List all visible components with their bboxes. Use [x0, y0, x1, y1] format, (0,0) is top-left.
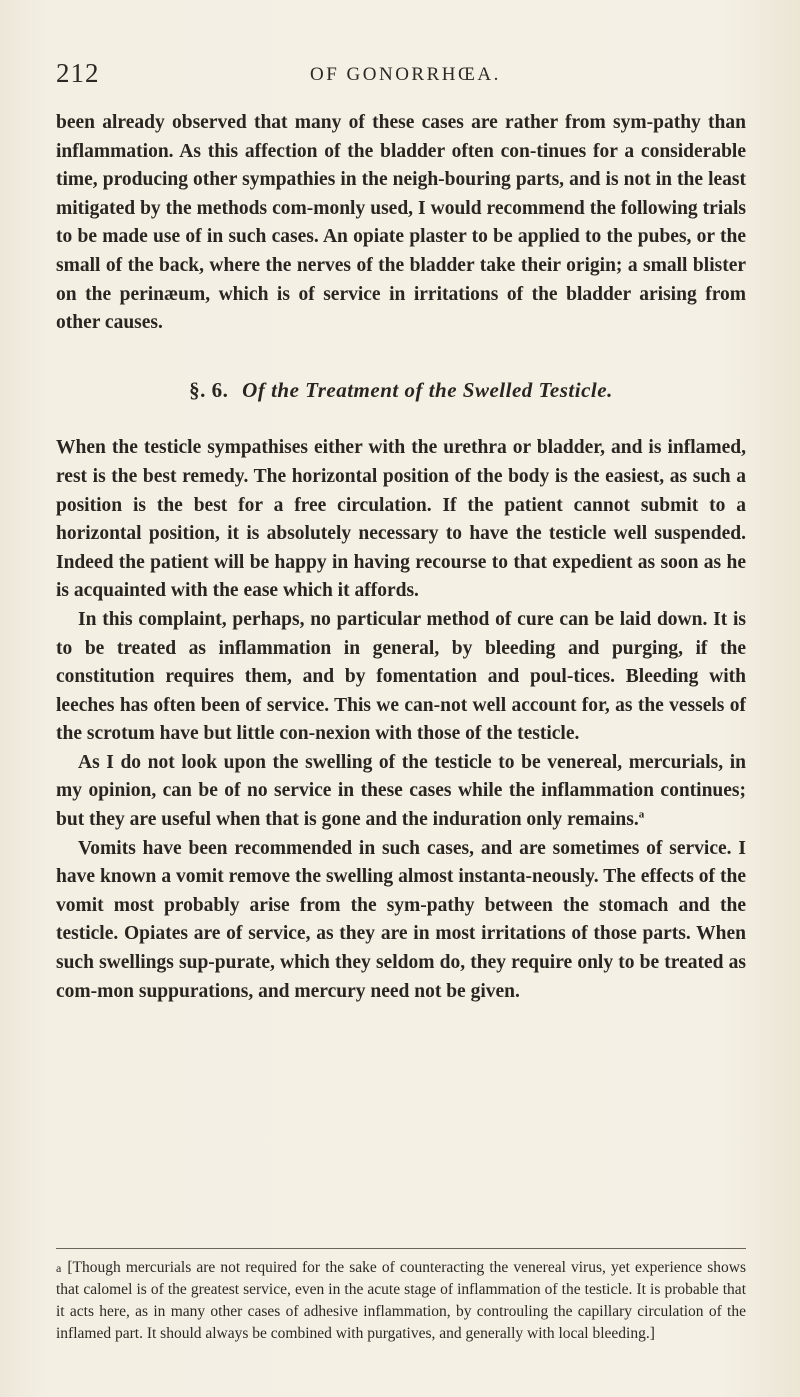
paragraph-rest: When the testicle sympathises either with the urethra or bladder, and is inflamed, rest is the best remedy. The horizontal position of the body is the easiest, as such a position is the best for a free circulation. If the patient cannot submit to a horizontal position, it is absolutely necessary to have the testicle well suspended. Indeed the patient will be happy in having recourse to that expedient as soon as he is acquainted with the ease which it affords.: [56, 437, 746, 602]
page-number: 212: [56, 58, 100, 88]
running-title: OF GONORRHŒA.: [310, 64, 501, 85]
running-head: [56, 58, 746, 98]
paragraph-mercurials: [56, 749, 746, 835]
footnote-divider: [56, 1248, 746, 1249]
paragraph-vomits: Vomits have been recommended in such cases, and are sometimes of service. I have known a vomit remove the swelling almost instanta-neously. The effects of the vomit most probably arise from the sym-pathy between the stomach and the testicle. Opiates are of service, as they are in most irritations of those parts. When such swellings sup-purate, which they seldom do, they require only to be treated as com-mon suppurations, and mercury need not be given.: [56, 837, 746, 1002]
paragraph-mercurials-text: As I do not look upon the swelling of the testicle to be venereal, mercurials, in my opinion, can be of no service in these cases while the inflammation continues; but they are useful when that is gone and the induration only remains.: [56, 751, 746, 831]
section-number: §. 6.: [189, 377, 229, 402]
section-heading: [56, 376, 746, 405]
body-text: [56, 109, 746, 1006]
section-title: Of the Treatment of the Swelled Testicle.: [242, 377, 613, 402]
footnote-reference[interactable]: a: [638, 808, 645, 821]
intro-paragraph: been already observed that many of these cases are rather from sym-pathy than inflammation. As this affection of the bladder often con-tinues for a considerable time, producing other sympathies in the neigh-bouring parts, and is not in the least mitigated by the methods com-monly used, I would recommend the following trials to be made use of in such cases. An opiate plaster to be applied to the pubes, or the small of the back, where the nerves of the bladder take their origin; a small blister on the perinæum, which is of service in irritations of the bladder arising from other causes.: [56, 112, 746, 334]
paragraph-cure: In this complaint, perhaps, no particular method of cure can be laid down. It is to be treated as inflammation in general, by bleeding and purging, if the constitution requires them, and by fomentation and poul-tices. Bleeding with leeches has often been of service. This we can-not well account for, as the vessels of the scrotum have but little con-nexion with those of the testicle.: [56, 608, 746, 745]
footnote-mark: a: [56, 1261, 62, 1275]
footnote-text: [Though mercurials are not required for the sake of counteracting the venereal virus, yet experience shows that calomel is of the greatest service, even in the acute stage of inflammation of the testicle. It is probable that it acts here, as in many other cases of adhesive inflammation, by controuling the capillary circulation of the inflamed part. It should always be combined with purgatives, and generally with local bleeding.]: [56, 1259, 746, 1342]
footnote: [56, 1257, 746, 1345]
